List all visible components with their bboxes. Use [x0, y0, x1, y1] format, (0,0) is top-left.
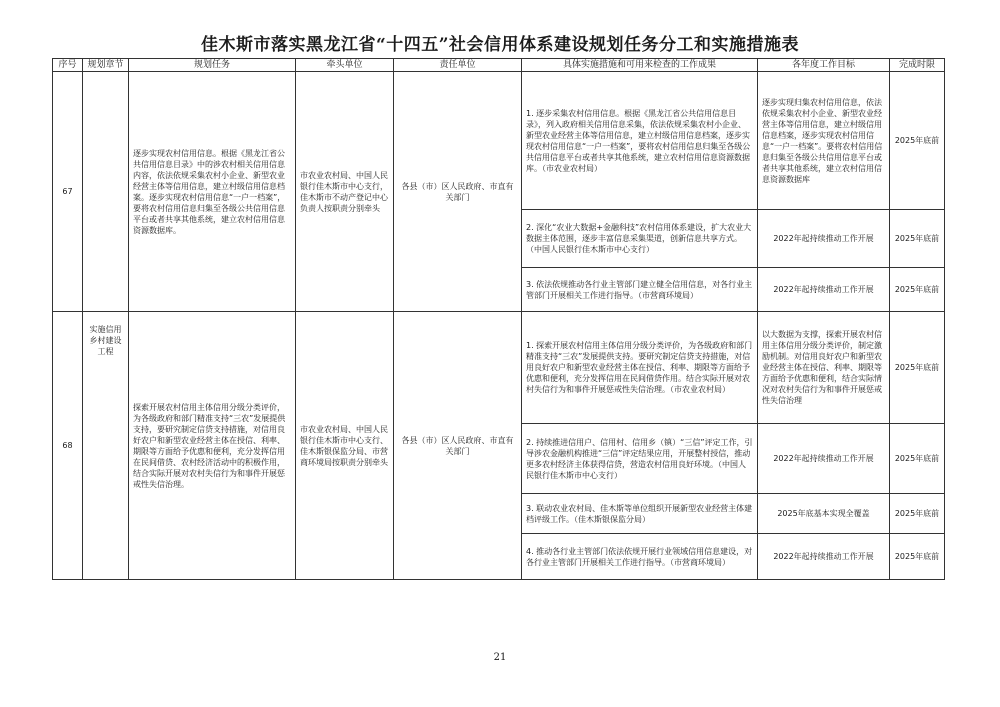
row-responsible-unit: 各县（市）区人民政府、市直有关部门: [394, 72, 522, 312]
measure-goal: 以大数据为支撑，探索开展农村信用主体信用分级分类评价，制定激励机制。对信用良好农户和新型农业经营主体在授信、利率、期限等方面给予优惠和便利，结合实际情况对农村失信行为和事件开展惩戒性失信治理: [758, 312, 890, 424]
measure-text: 3. 联动农业农村局、佳木斯等单位组织开展新型农业经营主体建档评级工作。（佳木斯银保监分局）: [522, 494, 758, 534]
document-title: 佳木斯市落实黑龙江省“十四五”社会信用体系建设规划任务分工和实施措施表: [200, 35, 800, 55]
measure-text: 2. 持续推进信用户、信用村、信用乡（镇）“三信”评定工作，引导涉农金融机构推进“三信”评定结果应用，开展整村授信，推动更多农村经济主体获得信贷，营造农村信用良好环境。（中国人民银行佳木斯市中心支行）: [522, 424, 758, 494]
measure-text: 1. 逐步采集农村信用信息。根据《黑龙江省公共信用信息目录》，列入政府相关信用信息采集，依法依规采集农村小企业、新型农业经营主体等信用信息，建立村级信用信息档案，逐步实现农村信用信息“一户一档案”，要将农村信用信息归集至各级公共信用信息平台或者共享其他系统，建立农村信用信息资源数据库。（市农业农村局）: [522, 72, 758, 210]
row-responsible-unit: 各县（市）区人民政府、市直有关部门: [394, 312, 522, 580]
measure-text: 3. 依法依规推动各行业主管部门建立健全信用信息，对各行业主管部门开展相关工作进行指导。（市营商环境局）: [522, 268, 758, 312]
measure-deadline: 2025年底前: [890, 268, 945, 312]
measure-goal: 2022年起持续推动工作开展: [758, 534, 890, 580]
row-task: 探索开展农村信用主体信用分级分类评价，为各级政府和部门精准支持“三农”发展提供支持，要研究制定信贷支持措施，对信用良好农户和新型农业经营主体在授信、利率、期限等方面给予优惠和便利，充分发挥信用在民间借贷、农村经济活动中的积极作用，结合实际开展对农村失信行为和事件开展惩戒性失信治理。: [129, 312, 296, 580]
header-row: [53, 59, 945, 72]
header-goals: 各年度工作目标: [758, 59, 890, 72]
table-row: [53, 312, 945, 424]
measure-goal: 逐步实现归集农村信用信息，依法依规采集农村小企业、新型农业经营主体等信用信息，建立村级信用信息档案，逐步实现农村信用信息“一户一档案”。要将农村信用信息归集至各级公共信用信息平台或者共享其他系统，建立农村信用信息资源数据库: [758, 72, 890, 210]
header-task: 规划任务: [129, 59, 296, 72]
row-number: 68: [53, 312, 83, 580]
measure-text: 1. 探索开展农村信用主体信用分级分类评价，为各级政府和部门精准支持“三农”发展提供支持。要研究制定信贷支持措施，对信用良好农户和新型农业经营主体在授信、利率、期限等方面给予优惠和便利，充分发挥信用在民间借贷作用。结合实际开展对农村失信行为和事件开展惩戒性失信治理。（市农业农村局）: [522, 312, 758, 424]
measure-deadline: 2025年底前: [890, 72, 945, 210]
measure-deadline: 2025年底前: [890, 210, 945, 268]
measure-text: 2. 深化“农业大数据+金融科技”农村信用体系建设，扩大农业大数据主体范围，逐步丰富信息采集渠道，创新信息共享方式。（中国人民银行佳木斯市中心支行）: [522, 210, 758, 268]
header-num: 序号: [53, 59, 83, 72]
header-deadline: 完成时限: [890, 59, 945, 72]
row-lead-unit: 市农业农村局、中国人民银行佳木斯市中心支行、佳木斯银保监分局、市营商环境局按职责分别牵头: [296, 312, 394, 580]
row-number: 67: [53, 72, 83, 312]
header-lead: 牵头单位: [296, 59, 394, 72]
measure-text: 4. 推动各行业主管部门依法依规开展行业领域信用信息建设，对各行业主管部门开展相关工作进行指导。（市营商环境局）: [522, 534, 758, 580]
measure-deadline: 2025年底前: [890, 312, 945, 424]
page-number: 21: [493, 652, 507, 663]
measure-goal: 2022年起持续推动工作开展: [758, 268, 890, 312]
row-chapter: [83, 72, 129, 312]
header-resp: 责任单位: [394, 59, 522, 72]
task-table: [52, 58, 945, 580]
row-lead-unit: 市农业农村局、中国人民银行佳木斯市中心支行，佳木斯市不动产登记中心负责人按职责分别牵头: [296, 72, 394, 312]
measure-deadline: 2025年底前: [890, 534, 945, 580]
row-chapter: 实施信用乡村建设工程: [83, 312, 129, 580]
header-measures: 具体实施措施和可用来检查的工作成果: [522, 59, 758, 72]
measure-goal: 2025年底基本实现全覆盖: [758, 494, 890, 534]
measure-goal: 2022年起持续推动工作开展: [758, 210, 890, 268]
table-row: [53, 72, 945, 210]
header-chapter: 规划章节: [83, 59, 129, 72]
measure-deadline: 2025年底前: [890, 494, 945, 534]
measure-goal: 2022年起持续推动工作开展: [758, 424, 890, 494]
row-task: 逐步实现农村信用信息。根据《黑龙江省公共信用信息目录》中的涉农村相关信用信息内容，依法依规采集农村小企业、新型农业经营主体等信用信息，建立村级信用信息档案。逐步实现农村信用信息“一户一档案”，要将农村信用信息归集至各级公共信用信息平台或者共享其他系统，建立农村信用信息资源数据库。: [129, 72, 296, 312]
measure-deadline: 2025年底前: [890, 424, 945, 494]
